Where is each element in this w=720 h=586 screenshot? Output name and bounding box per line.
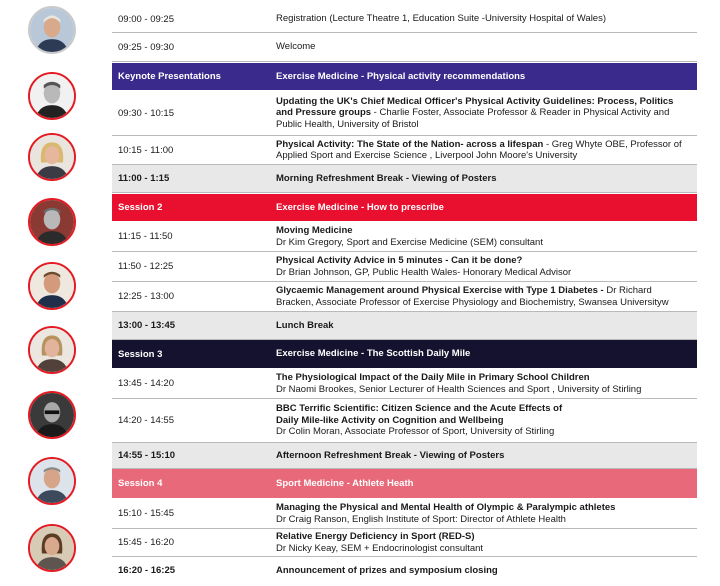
event-cell: Registration (Lecture Theatre 1, Education Suite -University Hospital of Wales)	[276, 13, 607, 25]
time-cell: 11:15 - 11:50	[118, 231, 173, 242]
time-cell: 13:45 - 14:20	[118, 378, 174, 389]
section-label: Session 4	[118, 478, 163, 489]
speaker-photo-9	[28, 524, 76, 572]
time-cell: 11:50 - 12:25	[118, 261, 174, 272]
time-cell: 09:30 - 10:15	[118, 107, 174, 119]
speaker-detail: Dr Kim Gregory, Sport and Exercise Medicine (SEM) consultant	[276, 236, 543, 248]
event-cell: Lunch Break	[276, 319, 334, 331]
event-cell	[276, 372, 691, 395]
talk-title: Moving Medicine	[276, 225, 353, 236]
event-cell	[276, 502, 691, 525]
event-cell	[276, 403, 577, 438]
section-label: Session 2	[118, 202, 163, 213]
section-header-session-3	[112, 340, 697, 368]
speaker-photo-4	[28, 198, 76, 246]
section-header-session-2	[112, 194, 697, 221]
break-row	[112, 443, 697, 469]
speaker-photo-7	[28, 391, 76, 439]
table-row	[112, 369, 697, 399]
speaker-detail: Dr Colin Moran, Associate Professor of Sport, University of Stirling	[276, 426, 555, 438]
talk-title: Managing the Physical and Mental Health of Olympic & Paralympic athletes	[276, 502, 616, 513]
speaker-detail: Dr Brian Johnson, GP, Public Health Wales- Honorary Medical Advisor	[276, 266, 572, 278]
time-cell: 16:20 - 16:25	[118, 565, 176, 576]
talk-title: Physical Activity: The State of the Nation- across a lifespan	[276, 138, 544, 150]
talk-title: Updating the UK's Chief Medical Officer's Physical Activity Guidelines: Process, Politics and Pressure groups	[276, 95, 674, 119]
speaker-detail: - Charlie Foster, Associate Professor & Reader in Physical Activity and Public Health, University of Bristol	[276, 107, 670, 130]
talk-title: The Physiological Impact of the Daily Mile in Primary School Children	[276, 372, 590, 383]
talk-title: Physical Activity Advice in 5 minutes - Can it be done?	[276, 255, 523, 266]
table-row	[112, 499, 697, 529]
table-row	[112, 252, 697, 282]
break-row	[112, 312, 697, 340]
section-title: Exercise Medicine - How to prescribe	[276, 201, 444, 213]
speaker-photo-2	[28, 72, 76, 120]
section-label: Session 3	[118, 348, 163, 360]
section-header-session-4	[112, 469, 697, 498]
time-cell: 12:25 - 13:00	[118, 291, 174, 302]
speaker-photo-6	[28, 326, 76, 374]
speaker-photo-1	[28, 6, 76, 54]
speaker-photo-8	[28, 457, 76, 505]
event-cell	[276, 139, 691, 162]
speaker-detail: Dr Craig Ranson, English Institute of Sport: Director of Athlete Health	[276, 513, 566, 525]
speaker-detail: Dr Richard Bracken, Associate Professor of Exercise Physiology and Biochemistry, Swansea Universityw	[276, 285, 669, 308]
table-row	[112, 529, 697, 557]
time-cell: 15:45 - 16:20	[118, 537, 174, 548]
event-cell	[276, 255, 691, 278]
table-row	[112, 136, 697, 165]
speaker-detail: - Greg Whyte OBE, Professor of Applied Sport and Exercise Science , Liverpool John Moore's University	[276, 138, 682, 161]
table-row	[112, 33, 697, 62]
section-title: Exercise Medicine - Physical activity recommendations	[276, 70, 526, 82]
section-title: Exercise Medicine - The Scottish Daily Mile	[276, 348, 471, 360]
event-cell	[276, 285, 691, 308]
table-row	[112, 6, 697, 33]
table-row	[112, 282, 697, 312]
section-title: Sport Medicine - Athlete Heath	[276, 477, 414, 489]
time-cell: 14:20 - 14:55	[118, 415, 174, 426]
time-cell: 15:10 - 15:45	[118, 508, 174, 519]
break-row	[112, 557, 697, 584]
break-row	[112, 165, 697, 193]
event-cell	[276, 531, 691, 554]
table-row	[112, 399, 697, 443]
time-cell: 13:00 - 13:45	[118, 320, 176, 331]
talk-title: Glycaemic Management around Physical Exercise with Type 1 Diabetes -	[276, 285, 604, 296]
time-cell: 10:15 - 11:00	[118, 144, 174, 156]
time-cell: 09:00 - 09:25	[118, 13, 174, 25]
event-cell: Announcement of prizes and symposium closing	[276, 564, 498, 576]
time-cell: 11:00 - 1:15	[118, 173, 170, 184]
table-row	[112, 222, 697, 252]
event-cell: Welcome	[276, 41, 316, 53]
event-cell	[276, 225, 691, 248]
table-row	[112, 91, 697, 136]
section-label: Keynote Presentations	[118, 71, 221, 82]
talk-title: BBC Terrific Scientific: Citizen Science and the Acute Effects of Daily Mile-like Activity on Cognition and Wellbeing	[276, 403, 563, 426]
speaker-detail: Dr Naomi Brookes, Senior Lecturer of Health Sciences and Sport , University of Stirling	[276, 383, 642, 395]
event-cell: Morning Refreshment Break - Viewing of Posters	[276, 172, 497, 184]
speaker-detail: Dr Nicky Keay, SEM + Endocrinologist consultant	[276, 542, 484, 554]
section-header-keynote	[112, 63, 697, 90]
event-cell	[276, 96, 691, 131]
time-cell: 14:55 - 15:10	[118, 450, 176, 461]
speaker-photo-5	[28, 262, 76, 310]
time-cell: 09:25 - 09:30	[118, 41, 174, 53]
event-cell: Afternoon Refreshment Break - Viewing of Posters	[276, 449, 505, 461]
talk-title: Relative Energy Deficiency in Sport (RED-S)	[276, 531, 475, 542]
speaker-photo-3	[28, 133, 76, 181]
